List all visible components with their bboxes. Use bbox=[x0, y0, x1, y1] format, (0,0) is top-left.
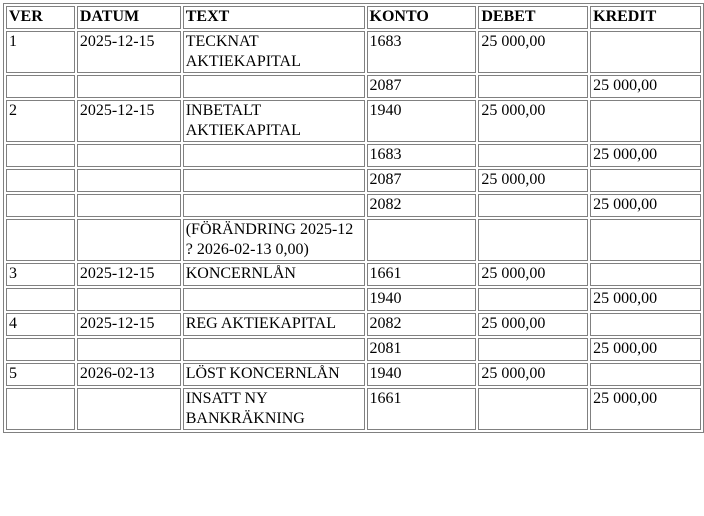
cell-kredit bbox=[590, 388, 701, 430]
header-datum: DATUM bbox=[77, 6, 181, 29]
text-value: KONCERNLÅN bbox=[185, 265, 296, 282]
table-row bbox=[6, 75, 701, 98]
cell-konto bbox=[367, 31, 477, 73]
cell-konto bbox=[367, 388, 477, 430]
ver-value: 2 bbox=[9, 102, 17, 119]
table-row bbox=[6, 219, 701, 261]
debet-value: 25 000,00 bbox=[481, 315, 546, 332]
table-row bbox=[6, 169, 701, 192]
datum-value: 2025-12-15 bbox=[79, 102, 155, 119]
cell-ver bbox=[6, 219, 75, 261]
cell-debet bbox=[478, 338, 588, 361]
ver-value: 4 bbox=[9, 315, 17, 332]
konto-value: 2087 bbox=[369, 171, 402, 188]
cell-datum bbox=[77, 263, 181, 286]
cell-datum bbox=[77, 31, 181, 73]
cell-datum bbox=[77, 388, 181, 430]
cell-debet bbox=[478, 219, 588, 261]
cell-debet bbox=[478, 288, 588, 311]
table-row bbox=[6, 338, 701, 361]
konto-value: 1661 bbox=[369, 265, 402, 282]
cell-text bbox=[183, 263, 365, 286]
cell-text bbox=[183, 363, 365, 386]
header-row bbox=[6, 6, 701, 29]
cell-datum bbox=[77, 75, 181, 98]
konto-value: 2082 bbox=[369, 315, 402, 332]
cell-ver bbox=[6, 388, 75, 430]
cell-konto bbox=[367, 263, 477, 286]
text-value: LÖST KONCERNLÅN bbox=[185, 365, 340, 382]
debet-value: 25 000,00 bbox=[481, 171, 546, 188]
ver-value: 5 bbox=[9, 365, 17, 382]
cell-kredit bbox=[590, 219, 701, 261]
cell-datum bbox=[77, 144, 181, 167]
debet-value: 25 000,00 bbox=[481, 33, 546, 50]
konto-value: 1661 bbox=[369, 390, 402, 407]
cell-debet bbox=[478, 31, 588, 73]
cell-kredit bbox=[590, 338, 701, 361]
table-row bbox=[6, 194, 701, 217]
cell-text bbox=[183, 194, 365, 217]
datum-value: 2025-12-15 bbox=[79, 33, 155, 50]
cell-konto bbox=[367, 169, 477, 192]
table-body bbox=[6, 31, 701, 430]
cell-kredit bbox=[590, 263, 701, 286]
cell-debet bbox=[478, 75, 588, 98]
cell-ver bbox=[6, 338, 75, 361]
kredit-value: 25 000,00 bbox=[593, 196, 658, 213]
cell-konto bbox=[367, 338, 477, 361]
cell-debet bbox=[478, 100, 588, 142]
cell-ver bbox=[6, 169, 75, 192]
konto-value: 1940 bbox=[369, 290, 402, 307]
cell-konto bbox=[367, 144, 477, 167]
cell-kredit bbox=[590, 194, 701, 217]
konto-value: 2087 bbox=[369, 77, 402, 94]
table-row bbox=[6, 288, 701, 311]
cell-konto bbox=[367, 288, 477, 311]
ver-value: 1 bbox=[9, 33, 17, 50]
cell-konto bbox=[367, 363, 477, 386]
cell-kredit bbox=[590, 31, 701, 73]
kredit-value: 25 000,00 bbox=[593, 146, 658, 163]
cell-konto bbox=[367, 100, 477, 142]
table-row bbox=[6, 363, 701, 386]
cell-ver bbox=[6, 144, 75, 167]
cell-text bbox=[183, 388, 365, 430]
cell-kredit bbox=[590, 100, 701, 142]
table-header bbox=[6, 6, 701, 29]
cell-konto bbox=[367, 219, 477, 261]
konto-value: 1940 bbox=[369, 365, 402, 382]
cell-kredit bbox=[590, 313, 701, 336]
table-row bbox=[6, 144, 701, 167]
cell-kredit bbox=[590, 363, 701, 386]
cell-datum bbox=[77, 288, 181, 311]
cell-text bbox=[183, 313, 365, 336]
cell-debet bbox=[478, 363, 588, 386]
table-row bbox=[6, 100, 701, 142]
cell-ver bbox=[6, 288, 75, 311]
cell-text bbox=[183, 288, 365, 311]
header-ver: VER bbox=[6, 6, 75, 29]
cell-text bbox=[183, 338, 365, 361]
cell-datum bbox=[77, 338, 181, 361]
cell-debet bbox=[478, 263, 588, 286]
ledger-table bbox=[3, 3, 704, 433]
text-value: INSATT NY BANKRÄKNING bbox=[185, 390, 305, 427]
datum-value: 2025-12-15 bbox=[79, 265, 155, 282]
cell-ver bbox=[6, 313, 75, 336]
header-kredit: KREDIT bbox=[590, 6, 701, 29]
kredit-value: 25 000,00 bbox=[593, 77, 658, 94]
cell-debet bbox=[478, 313, 588, 336]
cell-text bbox=[183, 31, 365, 73]
text-value: TECKNAT AKTIEKAPITAL bbox=[185, 33, 301, 70]
table-row bbox=[6, 263, 701, 286]
cell-text bbox=[183, 219, 365, 261]
kredit-value: 25 000,00 bbox=[593, 340, 658, 357]
cell-debet bbox=[478, 388, 588, 430]
cell-datum bbox=[77, 194, 181, 217]
cell-konto bbox=[367, 75, 477, 98]
cell-ver bbox=[6, 194, 75, 217]
konto-value: 1683 bbox=[369, 146, 402, 163]
header-debet: DEBET bbox=[478, 6, 588, 29]
cell-ver bbox=[6, 75, 75, 98]
cell-ver bbox=[6, 263, 75, 286]
text-value: (FÖRÄNDRING 2025-12 ? 2026-02-13 0,00) bbox=[185, 221, 354, 258]
cell-debet bbox=[478, 144, 588, 167]
cell-ver bbox=[6, 363, 75, 386]
konto-value: 2082 bbox=[369, 196, 402, 213]
cell-datum bbox=[77, 100, 181, 142]
cell-kredit bbox=[590, 75, 701, 98]
header-text: TEXT bbox=[183, 6, 365, 29]
kredit-value: 25 000,00 bbox=[593, 390, 658, 407]
cell-ver bbox=[6, 31, 75, 73]
text-value: REG AKTIEKAPITAL bbox=[185, 315, 336, 332]
cell-datum bbox=[77, 363, 181, 386]
cell-konto bbox=[367, 194, 477, 217]
cell-debet bbox=[478, 169, 588, 192]
cell-datum bbox=[77, 219, 181, 261]
konto-value: 2081 bbox=[369, 340, 402, 357]
table-row bbox=[6, 31, 701, 73]
cell-text bbox=[183, 169, 365, 192]
datum-value: 2026-02-13 bbox=[79, 365, 155, 382]
cell-ver bbox=[6, 100, 75, 142]
cell-text bbox=[183, 144, 365, 167]
kredit-value: 25 000,00 bbox=[593, 290, 658, 307]
debet-value: 25 000,00 bbox=[481, 365, 546, 382]
datum-value: 2025-12-15 bbox=[79, 315, 155, 332]
table-row bbox=[6, 313, 701, 336]
debet-value: 25 000,00 bbox=[481, 102, 546, 119]
cell-datum bbox=[77, 169, 181, 192]
text-value: INBETALT AKTIEKAPITAL bbox=[185, 102, 301, 139]
cell-text bbox=[183, 75, 365, 98]
cell-kredit bbox=[590, 144, 701, 167]
cell-text bbox=[183, 100, 365, 142]
cell-datum bbox=[77, 313, 181, 336]
cell-konto bbox=[367, 313, 477, 336]
ver-value: 3 bbox=[9, 265, 17, 282]
table-row bbox=[6, 388, 701, 430]
konto-value: 1940 bbox=[369, 102, 402, 119]
cell-debet bbox=[478, 194, 588, 217]
header-konto: KONTO bbox=[367, 6, 477, 29]
cell-kredit bbox=[590, 288, 701, 311]
konto-value: 1683 bbox=[369, 33, 402, 50]
cell-kredit bbox=[590, 169, 701, 192]
debet-value: 25 000,00 bbox=[481, 265, 546, 282]
